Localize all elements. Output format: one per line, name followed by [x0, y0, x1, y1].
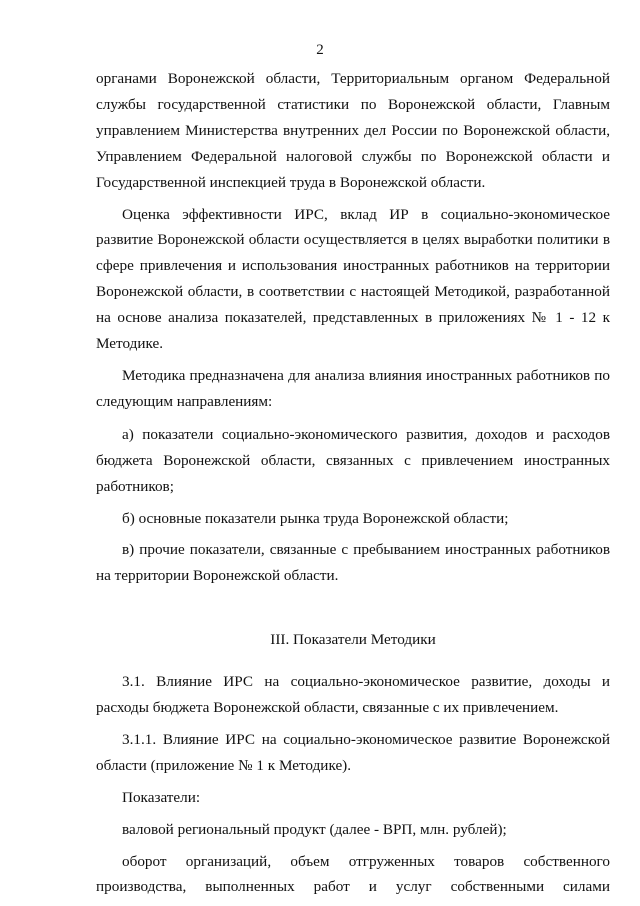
- paragraph-indicators-label: Показатели:: [122, 788, 201, 806]
- page-number: 2: [316, 42, 324, 58]
- section-heading: III. Показатели Методики: [270, 631, 436, 649]
- paragraph-agencies-list: органами Воронежской области, Территориальным органом Федеральной службы государственной статистики по Воронежской области, Главным управлением Министерства внутренних дел России по Воронежской области, Управлением Федеральной налоговой службы по Воронежской области и Государственной инспекцией труда в Воронежской области.: [96, 70, 610, 191]
- list-item-c: в) прочие показатели, связанные с пребыванием иностранных работников на территории Воронежской области.: [96, 541, 610, 585]
- paragraph-evaluation-purpose: Оценка эффективности ИРС, вклад ИР в социально-экономическое развитие Воронежской области осуществляется в целях выработки политики в сфере привлечения и использования иностранных работников на территории Воронежской области, в соответствии с настоящей Методикой, разработанной на основе анализа показателей, представленных в приложениях № 1 - 12 к Методике.: [96, 205, 610, 353]
- paragraph-grp: валовой региональный продукт (далее - ВРП, млн. рублей);: [122, 820, 507, 838]
- paragraph-turnover: оборот организаций, объем отгруженных товаров собственного производства, выполненных работ и услуг собственными силами: [96, 852, 610, 896]
- list-item-b: б) основные показатели рынка труда Воронежской области;: [122, 509, 509, 527]
- paragraph-3-1-1: 3.1.1. Влияние ИРС на социально-экономическое развитие Воронежской области (приложение № 1 к Методике).: [96, 730, 610, 774]
- paragraph-methodology-purpose: Методика предназначена для анализа влияния иностранных работников по следующим направлениям:: [96, 366, 610, 410]
- list-item-a: а) показатели социально-экономического развития, доходов и расходов бюджета Воронежской области, связанных с привлечением иностранных работников;: [96, 425, 610, 495]
- document-body: [96, 66, 610, 900]
- paragraph-3-1: 3.1. Влияние ИРС на социально-экономическое развитие, доходы и расходы бюджета Воронежской области, связанные с их привлечением.: [96, 673, 610, 717]
